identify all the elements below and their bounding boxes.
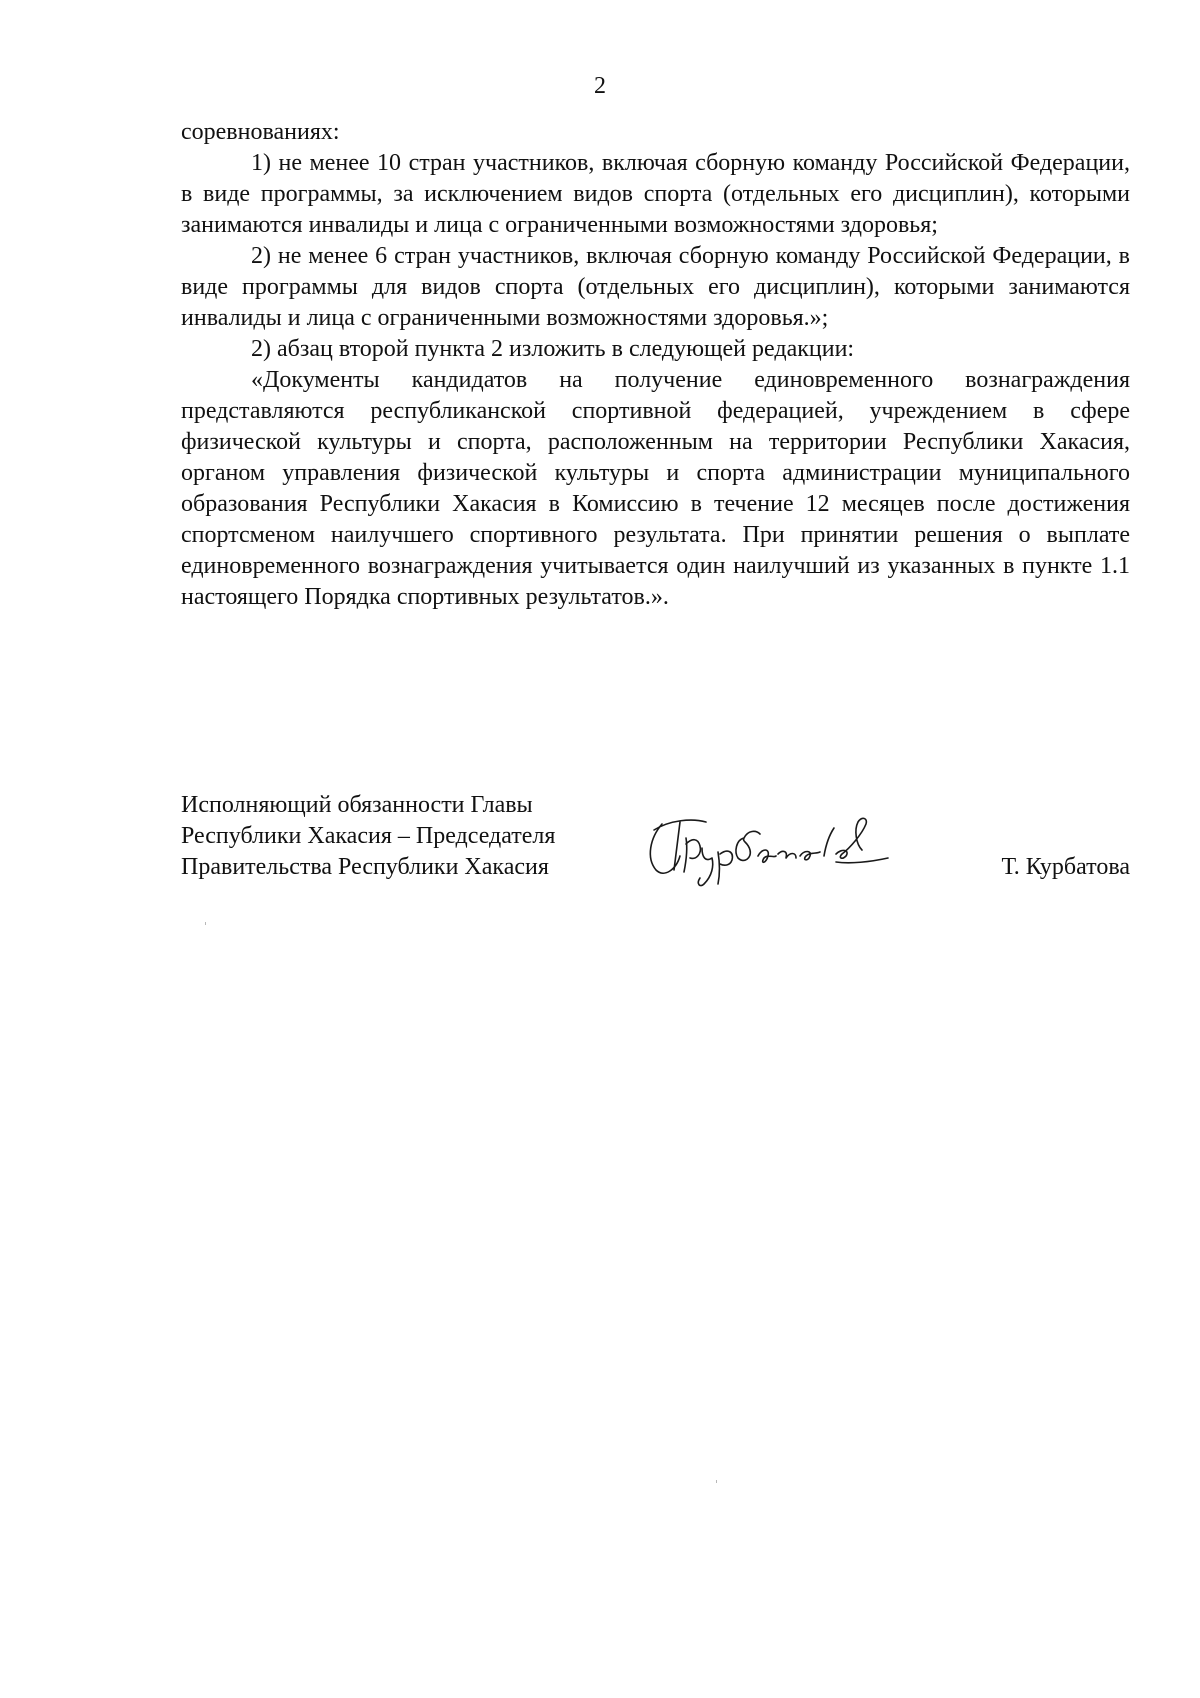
signatory-title-line-1: Исполняющий обязанности Главы [181,792,533,818]
paragraph-continuation: соревнованиях: [181,119,340,145]
page-number: 2 [594,73,606,99]
scan-speck [716,1480,717,1483]
signatory-title-line-2: Республики Хакасия – Председателя [181,823,556,849]
scan-speck [205,922,206,925]
paragraph-item-2: 2) не менее 6 стран участников, включая сборную команду Российской Федерации, в виде программы для видов спорта (отдельных его дисциплин), которыми занимаются инвалиды и лица с ограниченными возможностями здоровья.»; [181,243,1130,331]
paragraph-item-1: 1) не менее 10 стран участников, включая сборную команду Российской Федерации, в виде программы, за исключением видов спорта (отдельных его дисциплин), которыми занимаются инвалиды и лица с ограниченными возможностями здоровья; [181,150,1130,238]
paragraph-amendment-intro: 2) абзац второй пункта 2 изложить в следующей редакции: [251,336,855,362]
document-body [181,117,1130,613]
paragraph-amendment-text: «Документы кандидатов на получение единовременного вознаграждения представляются республиканской спортивной федерацией, учреждением в сфере физической культуры и спорта, расположенным на территории Республики Хакасия, органом управления физической культуры и спорта администрации муниципального образования Республики Хакасия в Комиссию в течение 12 месяцев после достижения спортсменом наилучшего спортивного результата. При принятии решения о выплате единовременного вознаграждения учитывается один наилучший из указанных в пункте 1.1 настоящего Порядка спортивных результатов.». [181,367,1130,610]
handwritten-signature [640,808,910,893]
signer-name: Т. Курбатова [1001,854,1130,880]
signatory-title [181,790,641,883]
signatory-title-line-3: Правительства Республики Хакасия [181,854,549,880]
